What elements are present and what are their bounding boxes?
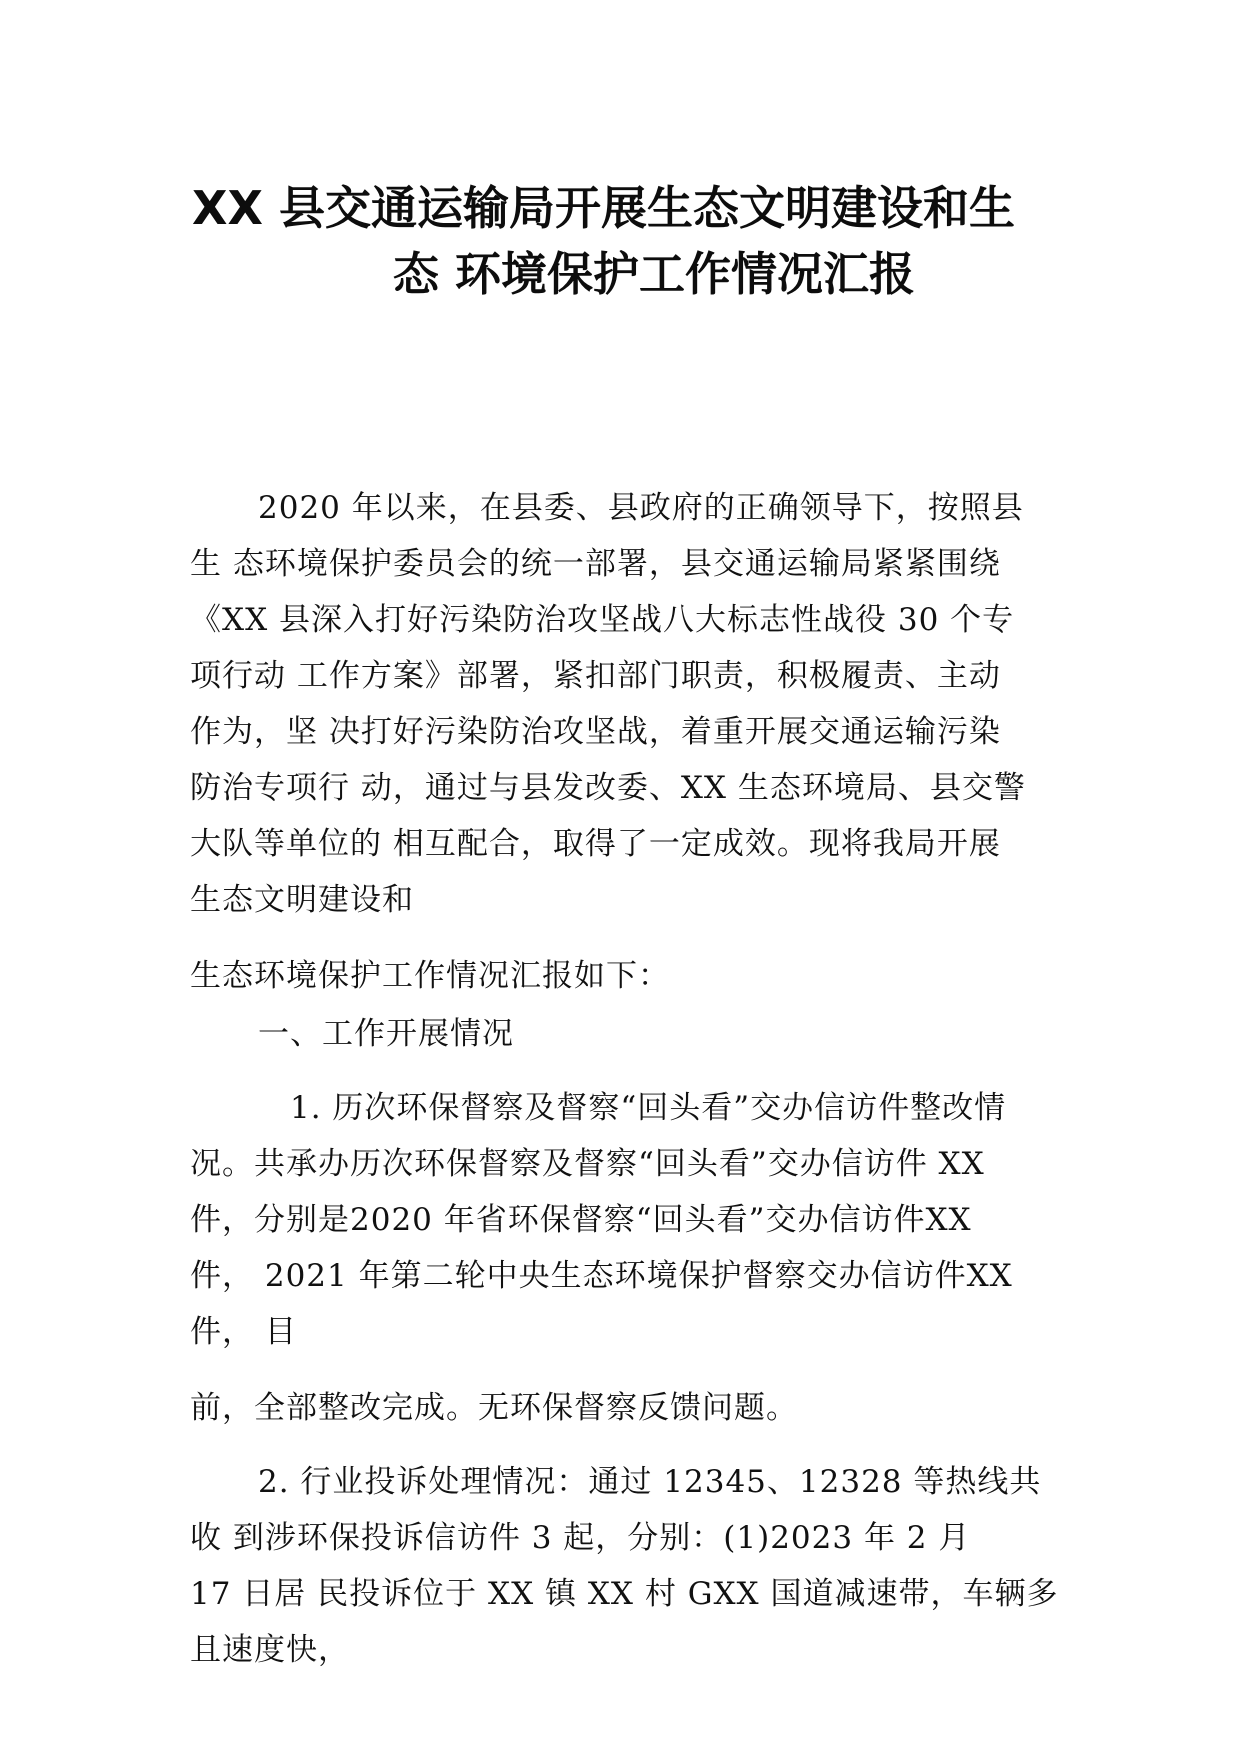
paragraph-1-line-2: 生 态环境保护委员会的统一部署，县交通运输局紧紧围绕 [190,546,1001,582]
paragraph-1-line-7: 大队等单位的 相互配合，取得了一定成效。现将我局开展 [190,826,1001,862]
section-heading-1: 一、工作开展情况 [258,1016,514,1052]
item-1-line-2: 况。共承办历次环保督察及督察“回头看”交办信访件 XX [190,1146,985,1182]
paragraph-1-line-8: 生态文明建设和 [190,882,414,918]
paragraph-1-line-1: 2020 年以来，在县委、县政府的正确领导下，按照县 [258,490,1024,526]
paragraph-2-line-1: 生态环境保护工作情况汇报如下： [190,958,670,994]
item-2-line-3: 17 日居 民投诉位于 XX 镇 XX 村 GXX 国道减速带，车辆多 [190,1576,1059,1612]
item-1-line-5: 件， 目 [190,1314,297,1350]
item-1-line-4: 件， 2021 年第二轮中央生态环境保护督察交办信访件XX [190,1258,1013,1294]
paragraph-1-line-3: 《XX 县深入打好污染防治攻坚战八大标志性战役 30 个专 [190,602,1015,638]
item-2-line-1: 2. 行业投诉处理情况：通过 12345、12328 等热线共 [258,1464,1042,1500]
item-2-line-4: 且速度快， [190,1632,350,1668]
paragraph-1-line-5: 作为，坚 决打好污染防治攻坚战，着重开展交通运输污染 [190,714,1001,750]
item-1-line-6: 前，全部整改完成。无环保督察反馈问题。 [190,1390,798,1426]
paragraph-1-line-6: 防治专项行 动，通过与县发改委、XX 生态环境局、县交警 [190,770,1026,806]
item-1-line-1: 1. 历次环保督察及督察“回头看”交办信访件整改情 [290,1090,1007,1126]
document-title-line-2: 态 环境保护工作情况汇报 [393,247,916,301]
paragraph-1-line-4: 项行动 工作方案》部署，紧扣部门职责，积极履责、主动 [190,658,1001,694]
item-2-line-2: 收 到涉环保投诉信访件 3 起，分别：(1)2023 年 2 月 [190,1520,971,1556]
document-title-line-1: XX 县交通运输局开展生态文明建设和生 [192,181,1015,235]
item-1-line-3: 件，分别是2020 年省环保督察“回头看”交办信访件XX [190,1202,972,1238]
